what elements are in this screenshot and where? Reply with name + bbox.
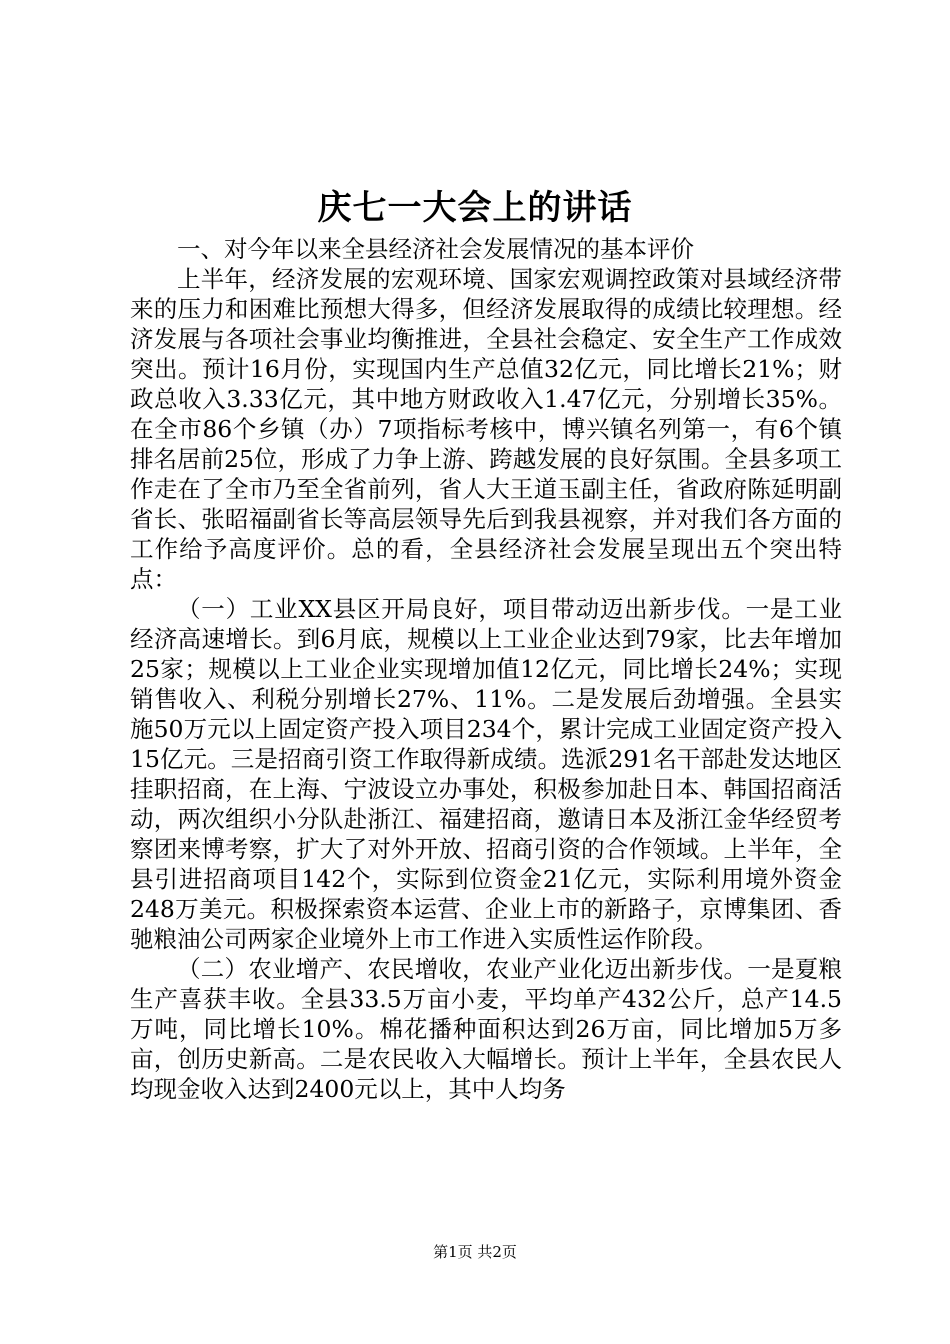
- body-paragraph: （二）农业增产、农民增收，农业产业化迈出新步伐。一是夏粮生产喜获丰收。全县33.5万亩小麦，平均单产432公斤，总产14.5万吨，同比增长10%。棉花播种面积达到26万亩，同比增加5万多亩，创历史新高。二是农民收入大幅增长。预计上半年，全县农民人均现金收入达到2400元以上，其中人均务: [130, 955, 842, 1103]
- section-heading: 一、对今年以来全县经济社会发展情况的基本评价: [177, 235, 694, 263]
- body-paragraph: （一）工业XX县区开局良好，项目带动迈出新步伐。一是工业经济高速增长。到6月底，规模以上工业企业达到79家，比去年增加25家；规模以上工业企业实现增加值12亿元，同比增长24%；实现销售收入、利税分别增长27%、11%。二是发展后劲增强。全县实施50万元以上固定资产投入项目234个，累计完成工业固定资产投入15亿元。三是招商引资工作取得新成绩。选派291名干部赴发达地区挂职招商，在上海、宁波设立办事处，积极参加赴日本、韩国招商活动，两次组织小分队赴浙江、福建招商，邀请日本及浙江金华经贸考察团来博考察，扩大了对外开放、招商引资的合作领域。上半年，全县引进招商项目142个，实际到位资金21亿元，实际利用境外资金248万美元。积极探索资本运营、企业上市的新路子，京博集团、香驰粮油公司两家企业境外上市工作进入实质性运作阶段。: [130, 595, 842, 953]
- document-title: 庆七一大会上的讲话: [317, 188, 633, 228]
- body-paragraph: 上半年，经济发展的宏观环境、国家宏观调控政策对县域经济带来的压力和困难比预想大得多，但经济发展取得的成绩比较理想。经济发展与各项社会事业均衡推进，全县社会稳定、安全生产工作成效突出。预计16月份，实现国内生产总值32亿元，同比增长21%；财政总收入3.33亿元，其中地方财政收入1.47亿元，分别增长35%。在全市86个乡镇（办）7项指标考核中，博兴镇名列第一，有6个镇排名居前25位，形成了力争上游、跨越发展的良好氛围。全县多项工作走在了全市乃至全省前列，省人大王道玉副主任，省政府陈延明副省长、张昭福副省长等高层领导先后到我县视察，并对我们各方面的工作给予高度评价。总的看，全县经济社会发展呈现出五个突出特点：: [130, 265, 842, 593]
- document-body: [130, 234, 842, 1104]
- page-footer: 第1页 共2页: [433, 1243, 517, 1261]
